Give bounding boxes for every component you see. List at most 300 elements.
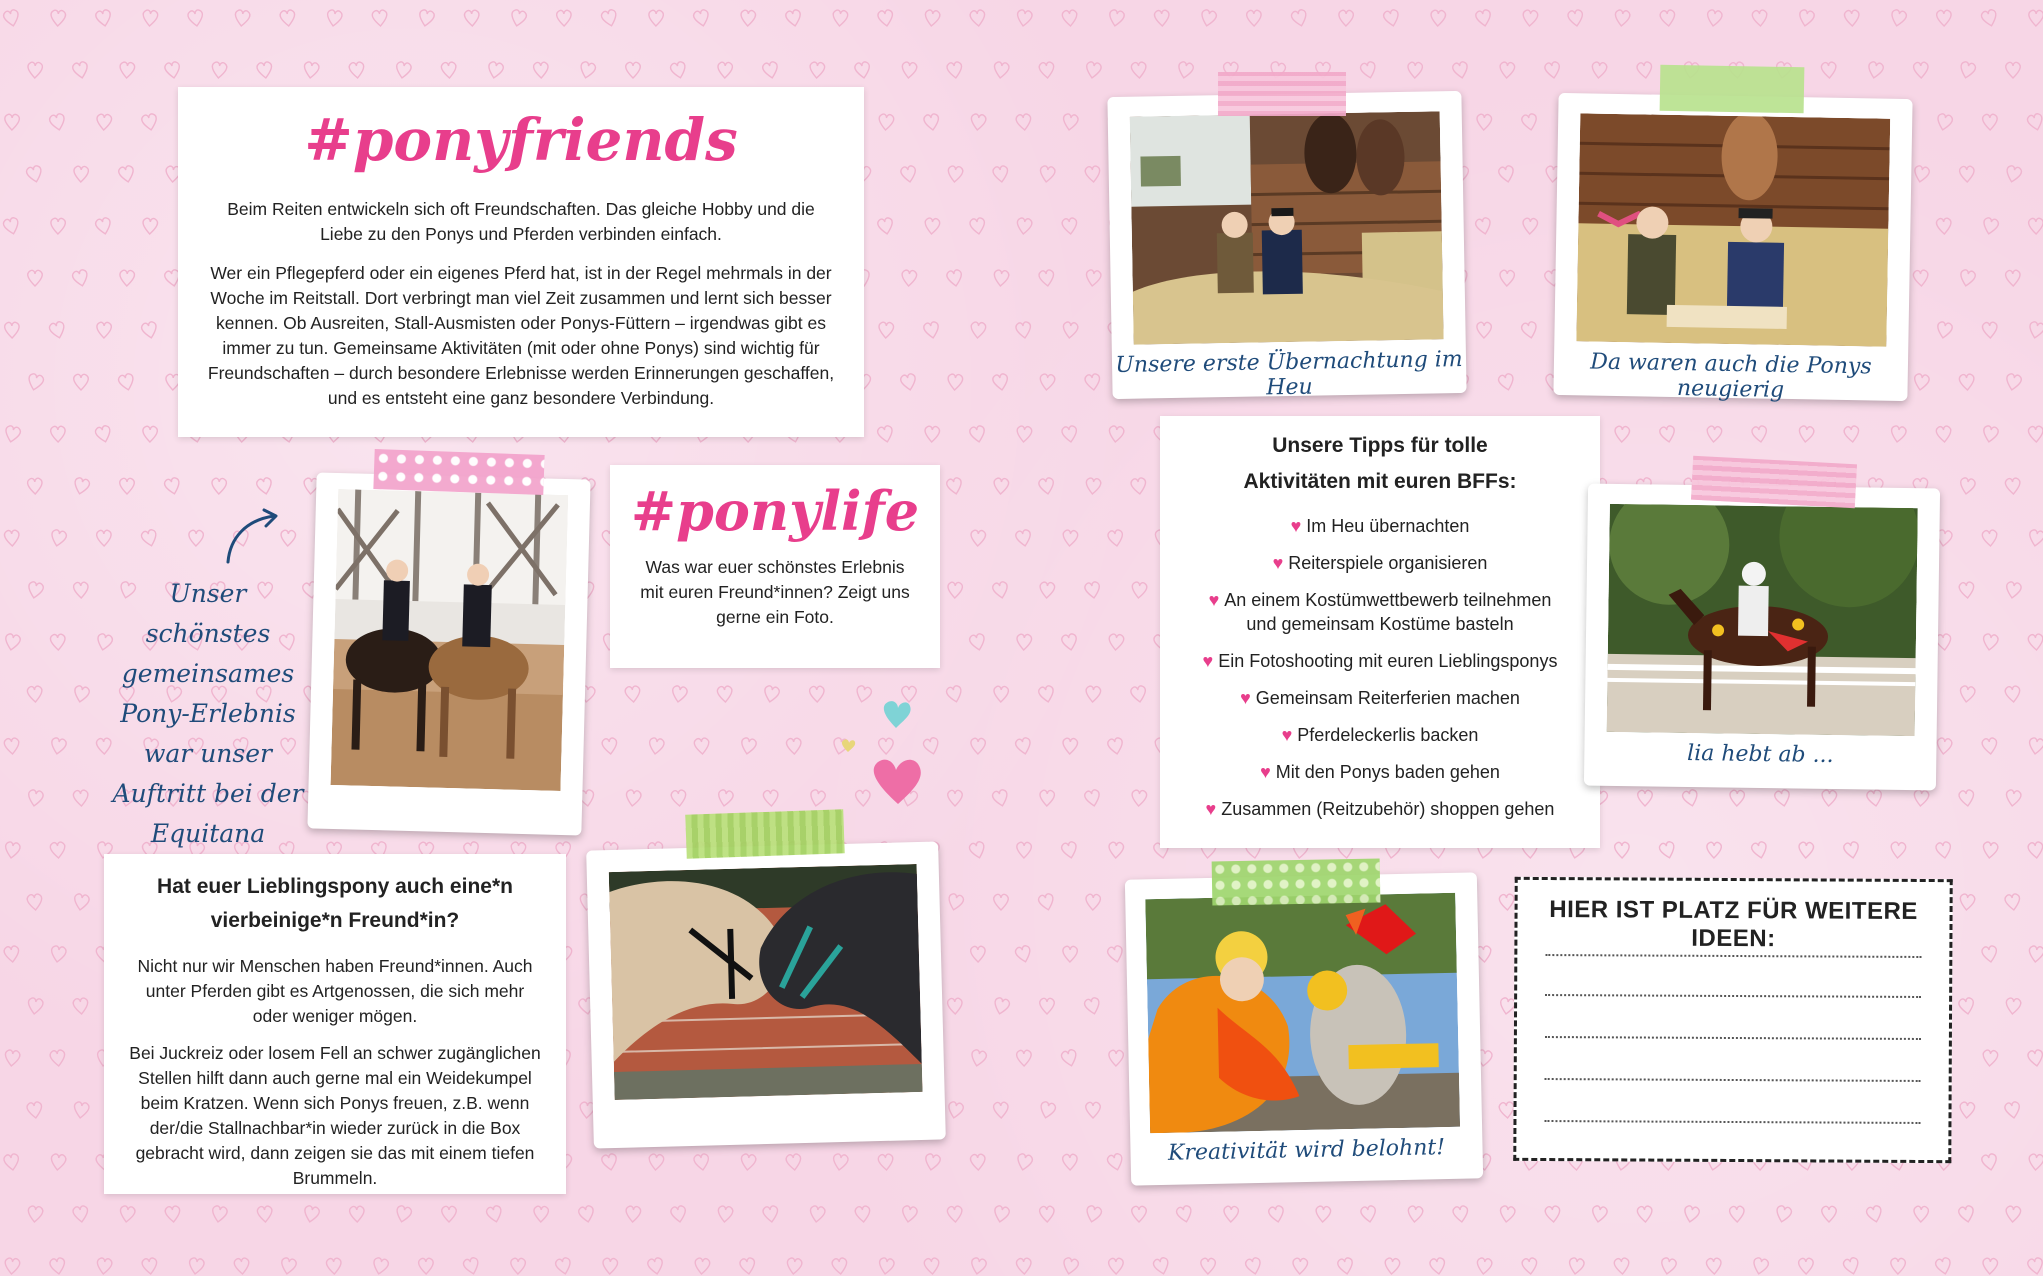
background-heart-icon <box>1014 945 1032 964</box>
background-heart-icon <box>1706 9 1723 27</box>
background-heart-icon <box>5 322 20 338</box>
background-heart-icon <box>1200 9 1218 28</box>
background-heart-icon <box>1521 321 1539 340</box>
background-heart-icon <box>946 477 963 495</box>
background-heart-icon <box>51 218 66 234</box>
intro-box <box>178 87 864 437</box>
background-heart-icon <box>2005 581 2022 599</box>
background-heart-icon <box>1591 1205 1608 1223</box>
background-heart-icon <box>1038 893 1056 912</box>
background-heart-icon <box>234 1258 250 1275</box>
ponylife-box <box>610 465 940 668</box>
background-heart-icon <box>1982 217 2000 236</box>
background-heart-icon <box>762 1205 779 1223</box>
background-heart-icon <box>1522 1258 1538 1275</box>
background-heart-icon <box>1085 686 1101 703</box>
background-heart-icon <box>1224 1206 1239 1222</box>
background-heart-icon <box>441 62 457 79</box>
background-heart-icon <box>1937 10 1952 26</box>
background-heart-icon <box>693 9 711 28</box>
background-heart-icon <box>2005 789 2022 807</box>
background-heart-icon <box>2004 893 2021 911</box>
background-heart-icon <box>257 1206 273 1223</box>
background-heart-icon <box>1890 9 1908 28</box>
background-heart-icon <box>1959 269 1976 287</box>
background-heart-icon <box>1982 738 1998 755</box>
background-heart-icon <box>946 269 963 287</box>
background-heart-icon <box>1038 1101 1056 1120</box>
background-heart-icon <box>1982 1258 1997 1274</box>
background-heart-icon <box>993 1205 1010 1223</box>
background-heart-icon <box>280 1257 297 1275</box>
heart-bullet-icon: ♥ <box>1281 725 1293 745</box>
background-heart-icon <box>142 1258 158 1275</box>
background-heart-icon <box>1730 790 1745 806</box>
background-heart-icon <box>1983 114 1998 130</box>
background-heart-icon <box>27 997 44 1015</box>
background-heart-icon <box>1981 945 1998 963</box>
ponies-curious-photo <box>1576 113 1890 346</box>
background-heart-icon <box>1913 62 1928 78</box>
hay-photo <box>1130 111 1444 344</box>
background-heart-icon <box>187 9 204 27</box>
background-heart-icon <box>2005 373 2022 391</box>
background-heart-icon <box>970 322 986 339</box>
tape-pink-stripes-2 <box>1691 456 1857 509</box>
background-heart-icon <box>717 1206 733 1223</box>
background-heart-icon <box>2005 998 2021 1015</box>
background-heart-icon <box>992 997 1010 1016</box>
tip-item: ♥ Zusammen (Reitzubehör) shoppen gehen <box>1205 799 1555 819</box>
ponies-curious-photo-card <box>1553 93 1912 401</box>
background-heart-icon <box>1890 842 1906 859</box>
background-heart-icon <box>717 789 734 807</box>
background-heart-icon <box>1015 529 1032 547</box>
background-heart-icon <box>1086 894 1101 910</box>
background-heart-icon <box>510 9 528 28</box>
background-heart-icon <box>947 998 962 1014</box>
background-heart-icon <box>1980 9 1998 28</box>
background-heart-icon <box>1799 1258 1814 1274</box>
background-heart-icon <box>1109 1050 1124 1066</box>
background-heart-icon <box>969 425 986 443</box>
background-heart-icon <box>95 217 113 236</box>
background-heart-icon <box>1337 1257 1354 1275</box>
background-heart-icon <box>1706 426 1722 443</box>
background-heart-icon <box>878 114 894 131</box>
background-heart-icon <box>234 10 250 27</box>
background-heart-icon <box>1130 477 1147 495</box>
background-heart-icon <box>1062 322 1078 339</box>
background-heart-icon <box>1108 9 1125 27</box>
creative-photo-card <box>1125 872 1483 1185</box>
intro-paragraph-2: Wer ein Pflegepferd oder ein eigenes Pferd hat, ist in der Regel mehrmals in der Woche im Reitstall. Dort verbringt man viel Zeit zusammen und lernt sich besser kennen. Ob Ausreiten, Stall-Ausmisten oder Ponys-Füttern – irgendwas gibt es immer zu tun. Gemeinsame Aktivitäten (mit oder ohne Ponys) sind wichtig für Freundschaften – durch besondere Erlebnisse werden Erinnerungen geschaffen, und es entsteht eine ganz besondere Verbindung. <box>207 263 835 408</box>
horses-nuzzle-photo-card <box>586 841 946 1148</box>
background-heart-icon <box>1591 62 1607 79</box>
background-heart-icon <box>602 738 618 755</box>
background-heart-icon <box>1798 426 1814 443</box>
background-heart-icon <box>946 61 963 79</box>
background-heart-icon <box>994 686 1009 702</box>
background-heart-icon <box>1084 581 1101 599</box>
background-heart-icon <box>1017 842 1032 858</box>
equitana-photo-card <box>307 472 590 835</box>
lia-photo-caption: lia hebt ab ... <box>1686 740 1834 769</box>
background-heart-icon <box>2 217 20 236</box>
background-heart-icon <box>119 62 135 79</box>
background-heart-icon <box>4 530 19 546</box>
background-heart-icon <box>947 166 963 183</box>
background-heart-icon <box>2029 218 2043 234</box>
background-heart-icon <box>141 321 159 340</box>
background-heart-icon <box>4 841 21 859</box>
background-heart-icon <box>1063 946 1078 962</box>
background-heart-icon <box>1982 633 1999 651</box>
tape-pink-dots <box>373 449 544 495</box>
background-heart-icon <box>1039 62 1055 79</box>
background-heart-icon <box>534 1206 549 1222</box>
background-heart-icon <box>878 322 893 338</box>
ponylife-hashtag: #ponylife <box>630 479 920 543</box>
ponies-curious-photo-caption: Da waren auch die Ponys neugierig <box>1590 349 1872 403</box>
background-heart-icon <box>578 61 596 80</box>
background-heart-icon <box>993 270 1009 287</box>
background-heart-icon <box>1407 1206 1423 1223</box>
background-heart-icon <box>1498 165 1515 183</box>
background-heart-icon <box>49 1257 66 1275</box>
background-heart-icon <box>4 1050 20 1067</box>
background-heart-icon <box>1084 373 1101 391</box>
background-heart-icon <box>1085 166 1101 183</box>
background-heart-icon <box>1061 633 1078 651</box>
heart-bullet-icon: ♥ <box>1260 762 1271 782</box>
background-heart-icon <box>993 61 1010 79</box>
background-heart-icon <box>50 737 67 755</box>
background-heart-icon <box>27 789 44 807</box>
background-heart-icon <box>649 10 664 26</box>
background-heart-icon <box>626 62 641 78</box>
background-heart-icon <box>740 1154 756 1171</box>
background-heart-icon <box>118 373 136 392</box>
background-heart-icon <box>1522 10 1538 27</box>
background-heart-icon <box>1981 1153 1998 1171</box>
tip-item: ♥ Gemeinsam Reiterferien machen <box>1240 688 1520 708</box>
background-heart-icon <box>970 1257 987 1275</box>
background-heart-icon <box>1360 1205 1377 1223</box>
ideas-line-2 <box>1545 994 1921 998</box>
background-heart-icon <box>946 685 964 704</box>
background-heart-icon <box>717 686 733 703</box>
background-heart-icon <box>1683 1205 1700 1223</box>
background-heart-icon <box>947 1101 964 1119</box>
background-heart-icon <box>1499 894 1515 911</box>
background-heart-icon <box>1016 426 1032 443</box>
background-heart-icon <box>212 478 227 494</box>
background-heart-icon <box>878 1257 895 1275</box>
background-heart-icon <box>2029 10 2043 26</box>
background-heart-icon <box>855 1206 871 1223</box>
background-heart-icon <box>1913 790 1929 807</box>
background-heart-icon <box>50 634 65 650</box>
background-heart-icon <box>693 1153 710 1171</box>
background-heart-icon <box>762 61 779 79</box>
background-heart-icon <box>1429 1257 1446 1275</box>
background-heart-icon <box>971 738 986 754</box>
background-heart-icon <box>120 270 135 286</box>
background-heart-icon <box>50 842 66 859</box>
background-heart-icon <box>1890 425 1907 443</box>
background-heart-icon <box>648 737 665 755</box>
heart-bullet-icon: ♥ <box>1202 651 1214 671</box>
background-heart-icon <box>924 426 939 442</box>
background-heart-icon <box>1982 322 1997 338</box>
background-heart-icon <box>1176 1205 1194 1224</box>
intro-paragraph-1: Beim Reiten entwickeln sich oft Freundschaften. Das gleiche Hobby und die Liebe zu den Ponys und Pferden verbinden einfach. <box>227 199 815 244</box>
background-heart-icon <box>72 61 89 79</box>
background-heart-icon <box>4 1258 20 1275</box>
background-heart-icon <box>303 61 320 79</box>
background-heart-icon <box>51 426 66 442</box>
background-heart-icon <box>969 217 986 235</box>
background-heart-icon <box>349 62 365 79</box>
background-heart-icon <box>1154 10 1169 26</box>
background-heart-icon <box>1636 61 1653 79</box>
background-heart-icon <box>877 9 894 27</box>
tape-green-solid <box>1660 65 1805 114</box>
background-heart-icon <box>74 166 89 182</box>
background-heart-icon <box>1499 1205 1516 1223</box>
background-heart-icon <box>511 1258 526 1274</box>
background-heart-icon <box>1821 62 1837 79</box>
background-heart-icon <box>1108 426 1124 443</box>
background-heart-icon <box>992 581 1009 599</box>
background-heart-icon <box>1107 529 1124 547</box>
background-heart-icon <box>1430 10 1445 26</box>
background-heart-icon <box>1751 425 1768 443</box>
background-heart-icon <box>832 1258 848 1275</box>
background-heart-icon <box>924 10 940 27</box>
background-heart-icon <box>1477 322 1492 338</box>
background-heart-icon <box>1891 1258 1906 1274</box>
background-heart-icon <box>2028 842 2043 859</box>
background-heart-icon <box>1016 1258 1031 1274</box>
tip-item: ♥ Reiterspiele organisieren <box>1272 553 1488 573</box>
background-heart-icon <box>924 1153 941 1171</box>
background-heart-icon <box>73 893 90 911</box>
background-heart-icon <box>1936 113 1954 132</box>
background-heart-icon <box>2028 426 2043 442</box>
background-heart-icon <box>27 686 43 703</box>
background-heart-icon <box>1062 738 1077 754</box>
background-heart-icon <box>1982 1050 1998 1067</box>
background-heart-icon <box>878 1154 894 1171</box>
background-heart-icon <box>786 738 801 754</box>
hay-photo-card <box>1107 91 1466 399</box>
tip-item: ♥ An einem Kostümwettbewerb teilnehmen und gemeinsam Kostüme basteln <box>1208 590 1552 634</box>
background-heart-icon <box>50 1154 66 1171</box>
ideas-line-1 <box>1545 954 1921 958</box>
background-heart-icon <box>1085 269 1102 287</box>
ponylife-text: Was war euer schönstes Erlebnis mit euren Freund*innen? Zeigt uns gerne ein Foto. <box>640 557 910 627</box>
background-heart-icon <box>1774 1205 1792 1224</box>
background-heart-icon <box>1106 1153 1124 1172</box>
background-heart-icon <box>1315 1206 1331 1223</box>
tape-pink-stripes <box>1218 72 1346 116</box>
background-heart-icon <box>1061 425 1078 443</box>
background-heart-icon <box>1292 1258 1307 1274</box>
background-heart-icon <box>280 10 296 27</box>
background-heart-icon <box>877 425 895 444</box>
background-heart-icon <box>95 9 112 27</box>
heart-bullet-icon: ♥ <box>1290 516 1302 536</box>
background-heart-icon <box>73 790 89 807</box>
background-heart-icon <box>992 789 1010 808</box>
background-heart-icon <box>1866 1205 1884 1224</box>
background-heart-icon <box>1499 62 1515 79</box>
background-heart-icon <box>1867 61 1884 79</box>
background-heart-icon <box>1475 9 1492 27</box>
background-heart-icon <box>1959 685 1976 703</box>
background-heart-icon <box>1130 685 1147 703</box>
background-heart-icon <box>50 10 65 26</box>
background-heart-icon <box>1982 425 1999 443</box>
background-heart-icon <box>763 685 780 703</box>
background-heart-icon <box>1107 737 1124 755</box>
background-heart-icon <box>1958 1205 1975 1223</box>
background-heart-icon <box>1936 634 1952 651</box>
background-heart-icon <box>1707 842 1722 858</box>
background-heart-icon <box>1062 113 1079 131</box>
background-heart-icon <box>970 1049 988 1068</box>
tips-box <box>1160 416 1600 848</box>
ideas-line-3 <box>1545 1036 1921 1040</box>
background-heart-icon <box>1913 270 1929 287</box>
background-heart-icon <box>464 10 479 26</box>
background-heart-icon <box>557 10 572 26</box>
curved-arrow-icon <box>222 508 284 566</box>
background-heart-icon <box>1521 113 1538 131</box>
background-heart-icon <box>600 9 618 28</box>
background-heart-icon <box>1038 477 1055 495</box>
background-heart-icon <box>1476 1258 1492 1275</box>
handwritten-note: Unser schönstes gemeinsames Pony-Erlebnis war unser Auftritt bei der Equitana <box>112 579 304 848</box>
background-heart-icon <box>27 1206 43 1223</box>
background-heart-icon <box>1959 166 1974 182</box>
background-heart-icon <box>1844 426 1860 443</box>
background-heart-icon <box>946 893 964 912</box>
background-heart-icon <box>602 1258 617 1274</box>
background-heart-icon <box>1659 425 1676 443</box>
background-heart-icon <box>72 1205 89 1223</box>
background-heart-icon <box>2005 478 2021 495</box>
background-heart-icon <box>2005 1206 2021 1223</box>
ideas-line-5 <box>1544 1120 1920 1124</box>
creative-photo-caption: Kreativität wird belohnt! <box>1167 1135 1446 1166</box>
background-heart-icon <box>1108 634 1124 651</box>
background-heart-icon <box>1751 841 1769 860</box>
heart-cluster-icon <box>836 700 936 810</box>
friend-box-paragraph-2: Bei Juckreiz oder losem Fell an schwer zugänglichen Stellen hilft dann auch gerne mal ein Weidekumpel beim Kratzen. Wenn sich Ponys freuen, z.B. wenn der/die Stallnachbar*in wieder zurück in die Box gebracht wird, dann zeigen sie das mit einem tiefen Brummeln. <box>129 1043 541 1188</box>
background-heart-icon <box>4 946 20 963</box>
background-heart-icon <box>1729 1206 1744 1222</box>
background-heart-icon <box>1752 1257 1770 1276</box>
background-heart-icon <box>1545 1206 1561 1223</box>
background-heart-icon <box>1500 270 1515 286</box>
background-heart-icon <box>4 738 20 755</box>
background-heart-icon <box>97 322 112 338</box>
background-heart-icon <box>970 114 986 131</box>
background-heart-icon <box>1936 426 1952 443</box>
hay-photo-caption: Unsere erste Übernachtung im Heu <box>1115 346 1463 401</box>
background-heart-icon <box>1959 374 1975 391</box>
background-heart-icon <box>1658 841 1676 860</box>
creative-photo <box>1145 893 1460 1133</box>
background-heart-icon <box>832 1153 849 1171</box>
background-heart-icon <box>1614 1258 1630 1275</box>
ideas-line-4 <box>1545 1078 1921 1082</box>
background-heart-icon <box>74 374 89 390</box>
background-heart-icon <box>809 62 825 79</box>
background-heart-icon <box>832 10 848 27</box>
background-heart-icon <box>73 582 88 598</box>
background-heart-icon <box>1452 61 1469 79</box>
background-heart-icon <box>2028 634 2043 651</box>
background-heart-icon <box>1383 9 1401 28</box>
ideas-title: HIER IST PLATZ FÜR WEITERE IDEEN: <box>1549 896 1918 953</box>
background-heart-icon <box>670 61 688 80</box>
background-heart-icon <box>442 1206 457 1222</box>
background-heart-icon <box>1958 789 1975 807</box>
background-heart-icon <box>2028 737 2043 755</box>
background-heart-icon <box>924 218 940 235</box>
background-heart-icon <box>2005 270 2020 286</box>
background-heart-icon <box>970 10 986 27</box>
background-heart-icon <box>120 478 135 494</box>
background-heart-icon <box>1822 1206 1837 1222</box>
background-heart-icon <box>1131 790 1147 807</box>
background-heart-icon <box>372 1257 390 1276</box>
background-heart-icon <box>1475 217 1493 236</box>
lia-photo <box>1607 504 1918 736</box>
background-heart-icon <box>1360 61 1378 80</box>
background-heart-icon <box>1247 10 1262 26</box>
background-heart-icon <box>1544 61 1561 79</box>
heart-bullet-icon: ♥ <box>1205 799 1217 819</box>
background-heart-icon <box>1084 789 1101 807</box>
background-heart-icon <box>4 425 22 444</box>
background-heart-icon <box>189 530 204 546</box>
tape-green-dots <box>1212 859 1381 906</box>
background-heart-icon <box>1177 61 1194 79</box>
background-heart-icon <box>1843 841 1860 859</box>
background-heart-icon <box>142 10 158 27</box>
background-heart-icon <box>486 1205 504 1224</box>
background-heart-icon <box>50 1050 66 1067</box>
background-heart-icon <box>1290 9 1308 28</box>
background-heart-icon <box>809 1205 826 1223</box>
background-heart-icon <box>1201 1258 1216 1274</box>
background-heart-icon <box>96 114 111 130</box>
background-heart-icon <box>50 945 67 963</box>
background-heart-icon <box>1062 1257 1080 1276</box>
background-heart-icon <box>1062 10 1078 27</box>
background-heart-icon <box>1085 61 1102 79</box>
background-heart-icon <box>94 425 112 444</box>
background-heart-icon <box>854 61 871 79</box>
ideas-box <box>1513 877 1952 1163</box>
background-heart-icon <box>1638 790 1653 806</box>
background-heart-icon <box>1936 218 1951 234</box>
